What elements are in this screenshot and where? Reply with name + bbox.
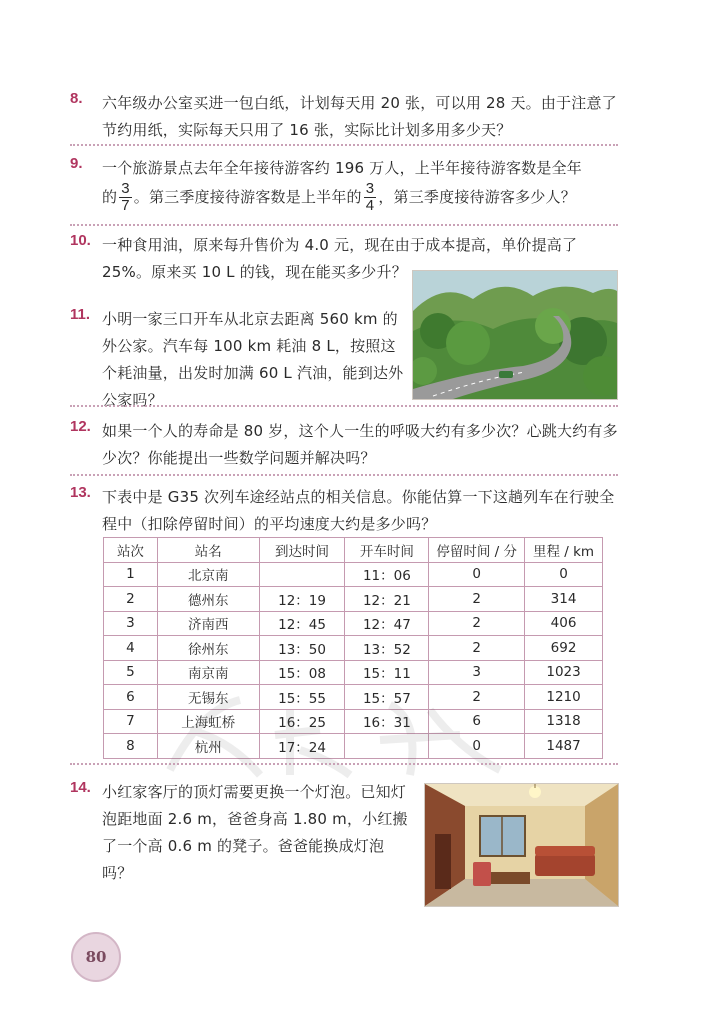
problem-number: 12. bbox=[70, 418, 91, 435]
table-cell: 济南西 bbox=[157, 611, 259, 636]
divider bbox=[70, 144, 618, 146]
table-cell: 杭州 bbox=[157, 734, 259, 759]
table-cell: 德州东 bbox=[157, 587, 259, 612]
table-row bbox=[104, 734, 603, 759]
table-cell: 0 bbox=[429, 562, 525, 587]
text-fragment: 。第三季度接待游客数是上半年的 bbox=[133, 188, 362, 206]
table-row bbox=[104, 709, 603, 734]
table-cell: 406 bbox=[525, 611, 603, 636]
table-cell bbox=[259, 562, 345, 587]
problem-number: 11. bbox=[70, 306, 91, 323]
table-cell: 7 bbox=[104, 709, 158, 734]
table-cell: 15：55 bbox=[259, 685, 345, 710]
table-row bbox=[104, 587, 603, 612]
table-cell: 8 bbox=[104, 734, 158, 759]
train-schedule-table bbox=[103, 537, 603, 759]
fraction bbox=[364, 182, 377, 213]
table-cell: 13：52 bbox=[345, 636, 429, 661]
column-header: 停留时间 / 分 bbox=[429, 538, 525, 563]
problem-14 bbox=[70, 779, 410, 887]
table-row bbox=[104, 685, 603, 710]
problem-11 bbox=[70, 306, 410, 414]
problem-8 bbox=[70, 90, 625, 144]
table-cell: 2 bbox=[104, 587, 158, 612]
problem-13 bbox=[70, 484, 625, 538]
table-cell: 11：06 bbox=[345, 562, 429, 587]
table-cell: 无锡东 bbox=[157, 685, 259, 710]
column-header: 里程 / km bbox=[525, 538, 603, 563]
table-cell: 北京南 bbox=[157, 562, 259, 587]
table-row bbox=[104, 562, 603, 587]
page-number: 80 bbox=[85, 948, 107, 966]
table-header-row bbox=[104, 538, 603, 563]
text-fragment: 的 bbox=[102, 188, 118, 206]
problem-text: 小红家客厅的顶灯需要更换一个灯泡。已知灯泡距地面 2.6 m，爸爸身高 1.80 m，小红搬了一个高 0.6 m 的凳子。爸爸能换成灯泡吗？ bbox=[102, 783, 408, 882]
problem-text: 如果一个人的寿命是 80 岁，这个人一生的呼吸大约有多少次？心跳大约有多少次？你能提出一些数学问题并解决吗？ bbox=[102, 422, 618, 467]
column-header: 站次 bbox=[104, 538, 158, 563]
table-cell: 0 bbox=[525, 562, 603, 587]
table-cell: 16：25 bbox=[259, 709, 345, 734]
fraction bbox=[119, 182, 132, 213]
table-cell: 3 bbox=[429, 660, 525, 685]
problem-number: 14. bbox=[70, 779, 91, 796]
table-cell: 12：21 bbox=[345, 587, 429, 612]
table-cell: 0 bbox=[429, 734, 525, 759]
table-cell: 6 bbox=[429, 709, 525, 734]
road-illustration bbox=[412, 270, 618, 400]
table-cell: 15：57 bbox=[345, 685, 429, 710]
problem-text: 小明一家三口开车从北京去距离 560 km 的外公家。汽车每 100 km 耗油 8 L，按照这个耗油量，出发时加满 60 L 汽油，能到达外公家吗？ bbox=[102, 310, 404, 409]
problem-number: 9. bbox=[70, 155, 83, 172]
table-cell: 692 bbox=[525, 636, 603, 661]
table-cell: 南京南 bbox=[157, 660, 259, 685]
problem-number: 8. bbox=[70, 90, 83, 107]
column-header: 开车时间 bbox=[345, 538, 429, 563]
table-cell: 6 bbox=[104, 685, 158, 710]
table-cell: 上海虹桥 bbox=[157, 709, 259, 734]
table-cell: 3 bbox=[104, 611, 158, 636]
text-fragment: ，第三季度接待游客多少人？ bbox=[378, 188, 576, 206]
table-cell: 12：19 bbox=[259, 587, 345, 612]
table-cell: 16：31 bbox=[345, 709, 429, 734]
table-cell: 2 bbox=[429, 611, 525, 636]
table-cell: 1 bbox=[104, 562, 158, 587]
problem-text-line: 一个旅游景点去年全年接待游客约 196 万人，上半年接待游客数是全年 bbox=[102, 159, 582, 177]
divider bbox=[70, 763, 618, 765]
problem-text: 一种食用油，原来每升售价为 4.0 元，现在由于成本提高，单价提高了 25%。原来买 10 L 的钱，现在能买多少升？ bbox=[102, 236, 578, 281]
table-cell: 1487 bbox=[525, 734, 603, 759]
numerator: 3 bbox=[121, 180, 130, 197]
denominator: 4 bbox=[365, 197, 375, 214]
living-room-illustration bbox=[424, 783, 619, 907]
table-cell: 5 bbox=[104, 660, 158, 685]
problem-text: 下表中是 G35 次列车途经站点的相关信息。你能估算一下这趟列车在行驶全程中（扣除停留时间）的平均速度大约是多少吗？ bbox=[102, 488, 615, 533]
table-cell: 314 bbox=[525, 587, 603, 612]
table-cell: 12：47 bbox=[345, 611, 429, 636]
problem-number: 10. bbox=[70, 232, 91, 249]
table-row bbox=[104, 660, 603, 685]
column-header: 站名 bbox=[157, 538, 259, 563]
divider bbox=[70, 405, 618, 407]
table-row bbox=[104, 611, 603, 636]
problem-12 bbox=[70, 418, 625, 472]
table-cell: 15：08 bbox=[259, 660, 345, 685]
table-cell: 徐州东 bbox=[157, 636, 259, 661]
table-row bbox=[104, 636, 603, 661]
table-cell: 2 bbox=[429, 636, 525, 661]
denominator: 7 bbox=[121, 197, 130, 214]
table-cell: 15：11 bbox=[345, 660, 429, 685]
problem-text: 六年级办公室买进一包白纸，计划每天用 20 张，可以用 28 天。由于注意了节约用纸，实际每天只用了 16 张，实际比计划多用多少天？ bbox=[102, 94, 617, 139]
table-cell: 1023 bbox=[525, 660, 603, 685]
table-cell: 2 bbox=[429, 587, 525, 612]
table-cell: 1318 bbox=[525, 709, 603, 734]
table-cell: 1210 bbox=[525, 685, 603, 710]
table-cell: 2 bbox=[429, 685, 525, 710]
divider bbox=[70, 474, 618, 476]
table-cell: 4 bbox=[104, 636, 158, 661]
numerator: 3 bbox=[365, 180, 375, 197]
page-number-badge bbox=[71, 932, 121, 982]
table-cell: 13：50 bbox=[259, 636, 345, 661]
problem-9 bbox=[70, 155, 625, 213]
table-cell: 17：24 bbox=[259, 734, 345, 759]
divider bbox=[70, 224, 618, 226]
problem-number: 13. bbox=[70, 484, 91, 501]
table-cell bbox=[345, 734, 429, 759]
column-header: 到达时间 bbox=[259, 538, 345, 563]
problem-text bbox=[102, 155, 625, 213]
table-cell: 12：45 bbox=[259, 611, 345, 636]
